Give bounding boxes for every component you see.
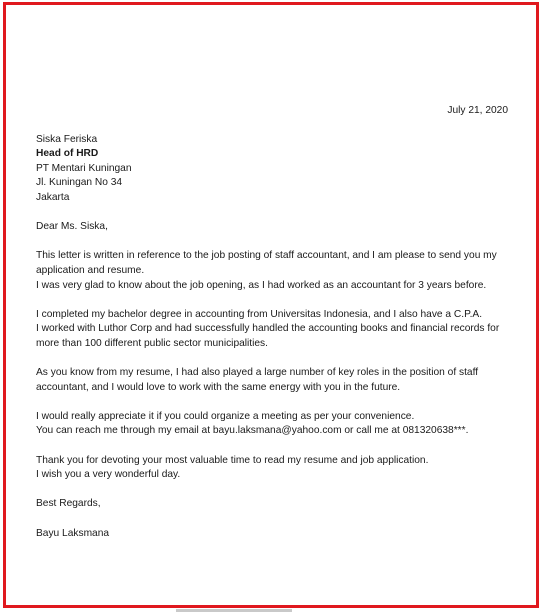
cover-letter: [36, 104, 508, 541]
paragraph-line: I would really appreciate it if you could organize a meeting as per your convenience.: [36, 410, 415, 422]
horizontal-scrollbar[interactable]: [176, 609, 292, 612]
recipient-name: Siska Feriska: [36, 133, 98, 145]
paragraph-5: [36, 454, 508, 483]
letter-date: July 21, 2020: [447, 105, 508, 116]
closing: Best Regards,: [36, 498, 101, 510]
paragraph-line: I wish you a very wonderful day.: [36, 469, 181, 481]
recipient-company: PT Mentari Kuningan: [36, 162, 132, 174]
paragraph-3: [36, 366, 508, 395]
salutation: Dear Ms. Siska,: [36, 221, 108, 233]
paragraph-line: You can reach me through my email at bayu.laksmana@yahoo.com or call me at 081320638***.: [36, 425, 469, 437]
paragraph-line: As you know from my resume, I had also played a large number of key roles in the position of staff accountant, and I would love to work with the same energy with you in the future.: [36, 367, 479, 393]
paragraph-line: Thank you for devoting your most valuable time to read my resume and job application.: [36, 454, 429, 466]
paragraph-line: I was very glad to know about the job opening, as I had worked as an accountant for 3 years before.: [36, 279, 487, 291]
paragraph-4: [36, 410, 508, 439]
paragraph-2: [36, 308, 508, 352]
paragraph-line: This letter is written in reference to the job posting of staff accountant, and I am please to send you my application and resume.: [36, 250, 497, 276]
signature: Bayu Laksmana: [36, 527, 110, 539]
paragraph-1: [36, 249, 508, 293]
recipient-address: [36, 133, 508, 206]
recipient-title: Head of HRD: [36, 148, 99, 160]
paragraph-line: I worked with Luthor Corp and had successfully handled the accounting books and financial records for more than 100 different public sector municipalities.: [36, 323, 500, 349]
recipient-street: Jl. Kuningan No 34: [36, 177, 123, 189]
paragraph-line: I completed my bachelor degree in accounting from Universitas Indonesia, and I also have a C.P.A.: [36, 308, 483, 320]
recipient-city: Jakarta: [36, 191, 70, 203]
